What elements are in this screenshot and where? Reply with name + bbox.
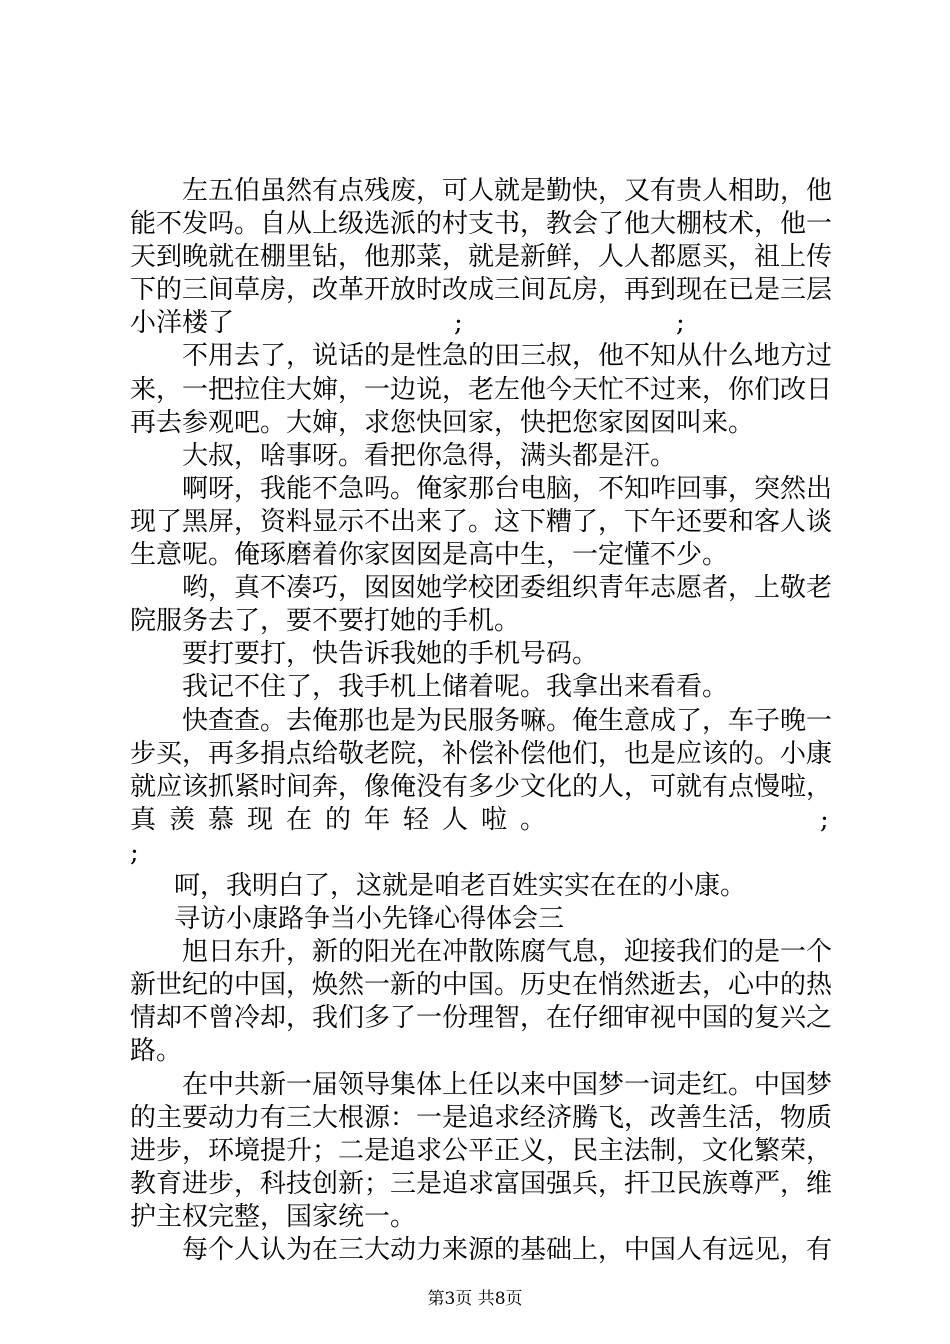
text-line: 呵，我明白了，这就是咱老百姓实实在在的小康。: [174, 870, 747, 901]
text-line: 快查查。去俺那也是为民服务嘛。俺生意成了，车子晚一: [182, 705, 833, 736]
text-line: 现了黑屏，资料显示不出来了。这下糟了，下午还要和客人谈: [130, 506, 833, 537]
text-line: 的主要动力有三大根源：一是追求经济腾飞，改善生活，物质: [130, 1102, 833, 1133]
text-line: 天到晚就在棚里钻，他那菜，就是新鲜，人人都愿买，祖上传: [130, 242, 833, 273]
text-line: 啊呀，我能不急吗。俺家那台电脑，不知咋回事，突然出: [182, 473, 833, 504]
text-line: 路。: [130, 1036, 183, 1067]
semicolon-mark: ;: [454, 308, 463, 339]
text-line: 教育进步，科技创新；三是追求富国强兵，扞卫民族尊严，维: [130, 1168, 833, 1199]
text-line: 再去参观吧。大婶，求您快回家，快把您家囡囡叫来。: [130, 407, 755, 438]
text-line: 步买，再多捐点给敬老院，补偿补偿他们，也是应该的。小康: [130, 738, 833, 769]
text-line: [130, 307, 836, 340]
text-line: 来，一把拉住大婶，一边说，老左他今天忙不过来，你们改日: [130, 374, 833, 405]
text-line: [130, 837, 836, 870]
text-line: 能不发吗。自从上级选派的村支书，教会了他大棚枝术，他一: [130, 209, 833, 240]
text-line: 旭日东升，新的阳光在冲散陈腐气息，迎接我们的是一个: [182, 937, 833, 968]
semicolon-mark: ;: [130, 837, 139, 868]
text-line: 情却不曾冷却，我们多了一份理智，在仔细审视中国的复兴之: [130, 1003, 833, 1034]
text-line: 左五伯虽然有点残废，可人就是勤快，又有贵人相助，他: [182, 176, 833, 206]
text-line: 就应该抓紧时间奔，像俺没有多少文化的人，可就有点慢啦，: [130, 771, 833, 802]
text-line: 下的三间草房，改革开放时改成三间瓦房，再到现在已是三层: [130, 275, 833, 306]
text-line: 护主权完整，国家统一。: [130, 1201, 417, 1232]
text-line: 哟，真不凑巧，囡囡她学校团委组织青年志愿者，上敬老: [182, 573, 833, 604]
text-line: 每个人认为在三大动力来源的基础上，中国人有远见，有: [182, 1235, 833, 1265]
text-line: 院服务去了，要不要打她的手机。: [130, 606, 521, 637]
semicolon-mark: ;: [820, 804, 829, 835]
page-footer: 第3页 共8页: [427, 1289, 523, 1309]
text-span: 小洋楼了: [130, 308, 235, 339]
text-line: 生意呢。俺琢磨着你家囡囡是高中生，一定懂不少。: [130, 540, 729, 571]
text-line: 不用去了，说话的是性急的田三叔，他不知从什么地方过: [182, 341, 833, 372]
document-body: [130, 175, 836, 1267]
text-line: 进步，环境提升；二是追求公平正义，民主法制，文化繁荣，: [130, 1135, 833, 1166]
text-span: 真羡慕现在的年轻人啦。: [130, 804, 560, 835]
text-line: [130, 804, 836, 837]
text-line: 要打要打，快告诉我她的手机号码。: [182, 639, 599, 670]
text-line: 新世纪的中国，焕然一新的中国。历史在悄然逝去，心中的热: [130, 970, 833, 1001]
text-line: 大叔，啥事呀。看把你急得，满头都是汗。: [182, 440, 677, 471]
text-line: 我记不住了，我手机上储着呢。我拿出来看看。: [182, 672, 729, 703]
section-heading: 寻访小康路争当小先锋心得体会三: [174, 904, 565, 935]
semicolon-mark: ;: [676, 308, 685, 339]
text-line: 在中共新一届领导集体上任以来中国梦一词走红。中国梦: [182, 1069, 833, 1100]
